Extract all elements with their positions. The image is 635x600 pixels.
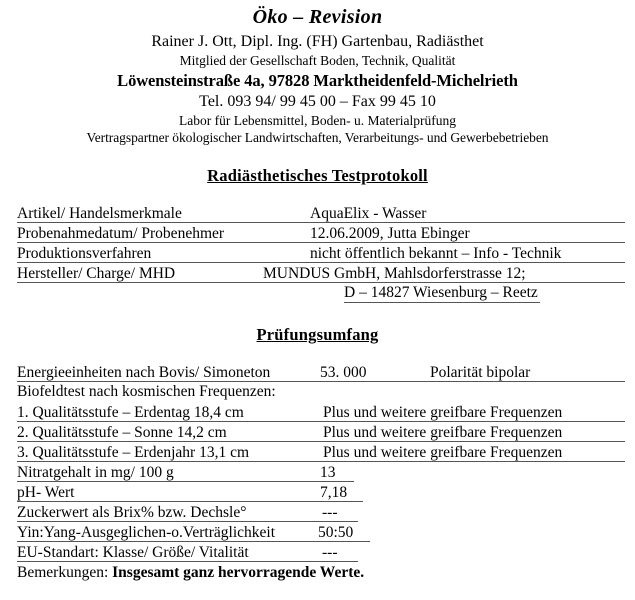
- table-row: [17, 522, 625, 542]
- table-row: [17, 462, 625, 482]
- row-label: 1. Qualitätsstufe – Erdentag 18,4 cm: [17, 403, 316, 422]
- row-filler: [370, 523, 625, 542]
- table-row-energy: [17, 362, 625, 382]
- row-value: Plus und weitere greifbare Frequenzen: [316, 443, 625, 462]
- remarks-label: Bemerkungen:: [17, 564, 109, 582]
- remarks-text: Insgesamt ganz hervorragende Werte.: [112, 564, 365, 582]
- table-row: [17, 502, 625, 522]
- row-extra-value: Polarität bipolar: [428, 363, 625, 382]
- row-label: EU-Standart: Klasse/ Größe/ Vitalität: [17, 543, 314, 562]
- section-heading-pruefungsumfang: Prüfungsumfang: [256, 325, 379, 345]
- row-value: nicht öffentlich bekannt – Info - Technik: [307, 244, 625, 263]
- remarks-line: [17, 563, 635, 583]
- row-value: MUNDUS GmbH, Mahlsdorferstrasse 12;: [260, 264, 625, 283]
- table-row: [17, 442, 625, 462]
- row-label: Zuckerwert als Brix% bzw. Dechsle°: [17, 503, 314, 522]
- row-value: ---: [314, 543, 358, 562]
- table-row: [17, 223, 625, 243]
- owner-name-line: Rainer J. Ott, Dipl. Ing. (FH) Gartenbau, Radiästhet: [151, 33, 484, 50]
- lab-description-line: Labor für Lebensmittel, Boden- u. Materialprüfung: [178, 112, 457, 128]
- company-title: Öko – Revision: [252, 6, 383, 28]
- row-label: Produktionsverfahren: [17, 244, 307, 263]
- row-label: 3. Qualitätsstufe – Erdenjahr 13,1 cm: [17, 443, 316, 462]
- table-row: [17, 402, 625, 422]
- letterhead: [0, 0, 635, 146]
- address-line: Löwensteinstraße 4a, 97828 Marktheidenfeld-Michelrieth: [117, 70, 518, 90]
- row-label: Probenahmedatum/ Probenehmer: [17, 224, 307, 243]
- row-value: Plus und weitere greifbare Frequenzen: [316, 403, 625, 422]
- row-value: D – 14827 Wiesenburg – Reetz: [344, 284, 538, 302]
- table-row: [17, 203, 625, 223]
- table-row: [17, 243, 625, 263]
- row-label: Yin:Yang-Ausgeglichen-o.Verträglichkeit: [17, 523, 314, 542]
- row-value: ---: [314, 503, 358, 522]
- test-results-table: [17, 362, 625, 562]
- row-filler: [354, 463, 625, 482]
- table-row: [17, 482, 625, 502]
- row-value: 12.06.2009, Jutta Ebinger: [307, 224, 625, 243]
- row-value: AquaElix - Wasser: [307, 204, 625, 223]
- row-value: 53. 000: [314, 363, 428, 382]
- biofeld-note: Biofeldtest nach kosmischen Frequenzen:: [17, 383, 276, 401]
- section-heading-testprotokoll: Radiästhetisches Testprotokoll: [207, 166, 428, 186]
- table-row: [17, 542, 625, 562]
- manufacturer-address-line2: [17, 283, 635, 303]
- row-label: pH- Wert: [17, 483, 314, 502]
- row-filler: [363, 483, 625, 502]
- phone-fax-line: Tel. 093 94/ 99 45 00 – Fax 99 45 10: [199, 92, 436, 110]
- row-filler: [358, 503, 625, 522]
- article-details-table: [17, 203, 625, 283]
- row-label: Nitratgehalt in mg/ 100 g: [17, 463, 314, 482]
- row-value: 7,18: [314, 483, 363, 502]
- row-label: Artikel/ Handelsmerkmale: [17, 204, 307, 223]
- row-label: 2. Qualitätsstufe – Sonne 14,2 cm: [17, 423, 316, 442]
- membership-line: Mitglied der Gesellschaft Boden, Technik, Qualität: [179, 52, 456, 68]
- row-filler: [358, 543, 625, 562]
- table-row: [17, 263, 625, 283]
- row-value: Plus und weitere greifbare Frequenzen: [316, 423, 625, 442]
- table-row: [17, 422, 625, 442]
- row-value: 13: [314, 463, 354, 482]
- row-value: 50:50: [314, 523, 370, 542]
- row-label: Energieeinheiten nach Bovis/ Simoneton: [17, 363, 314, 382]
- row-label: Hersteller/ Charge/ MHD: [17, 264, 260, 283]
- partner-line: Vertragspartner ökologischer Landwirtschaften, Verarbeitungs- und Gewerbebetrieben: [86, 129, 549, 145]
